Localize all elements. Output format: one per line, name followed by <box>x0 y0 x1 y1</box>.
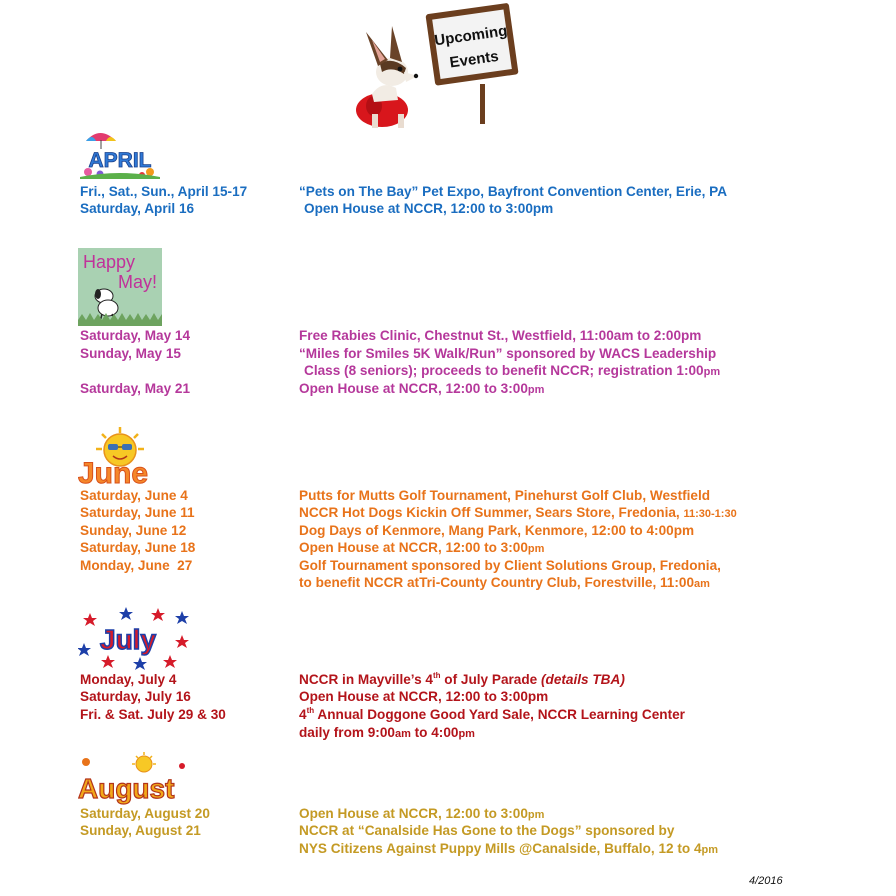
event-date: Sunday, August 21 <box>80 823 201 838</box>
event-date: Saturday, August 20 <box>80 806 210 821</box>
event-date: Fri. & Sat. July 29 & 30 <box>80 707 226 722</box>
event-date: Saturday, July 16 <box>80 689 191 704</box>
may-badge <box>78 248 162 326</box>
may-badge-line-1: Happy <box>83 252 136 272</box>
event-desc: NCCR in Mayville’s 4th of July Parade (details TBA) <box>299 671 625 687</box>
event-date: Saturday, May 21 <box>80 381 191 396</box>
event-desc: Putts for Mutts Golf Tournament, Pinehurst Golf Club, Westfield <box>299 488 711 503</box>
event-desc: Open House at NCCR, 12:00 to 3:00pm <box>299 689 549 704</box>
event-desc: NCCR Hot Dogs Kickin Off Summer, Sears Store, Fredonia, 11:30-1:30 <box>299 505 737 520</box>
event-desc-continued: NYS Citizens Against Puppy Mills @Canalside, Buffalo, 12 to 4pm <box>299 841 719 856</box>
june-badge <box>78 425 170 487</box>
event-date: Sunday, June 12 <box>80 523 187 538</box>
event-desc: Open House at NCCR, 12:00 to 3:00pm <box>299 381 545 396</box>
event-desc: 4th Annual Doggone Good Yard Sale, NCCR Learning Center <box>299 706 685 722</box>
event-desc: Dog Days of Kenmore, Mang Park, Kenmore, 12:00 to 4:00pm <box>299 523 695 538</box>
event-desc: NCCR at “Canalside Has Gone to the Dogs” sponsored by <box>299 823 675 838</box>
event-desc-continued: Class (8 seniors); proceeds to benefit NCCR; registration 1:00pm <box>304 363 721 378</box>
may-badge-line-2: May! <box>118 272 158 292</box>
august-badge-text: August <box>78 773 175 804</box>
event-date: Saturday, June 11 <box>80 505 195 520</box>
event-desc: “Miles for Smiles 5K Walk/Run” sponsored by WACS Leadership <box>299 346 717 361</box>
event-date: Monday, June 27 <box>80 558 193 573</box>
event-desc-continued: daily from 9:00am to 4:00pm <box>299 725 475 740</box>
sign-line-2: Events <box>448 47 500 72</box>
august-badge <box>78 752 194 806</box>
event-desc: Golf Tournament sponsored by Client Solutions Group, Fredonia, <box>299 558 721 573</box>
event-desc: Open House at NCCR, 12:00 to 3:00pm <box>299 540 545 555</box>
event-desc: Open House at NCCR, 12:00 to 3:00pm <box>299 806 545 821</box>
event-date: Saturday, May 14 <box>80 328 191 343</box>
event-date: Saturday, April 16 <box>80 201 195 216</box>
event-desc: Open House at NCCR, 12:00 to 3:00pm <box>304 201 554 216</box>
event-desc-continued: to benefit NCCR atTri-County Country Club, Forestville, 11:00am <box>299 575 710 590</box>
sign-line-1: Upcoming <box>433 22 509 50</box>
june-badge-text: June <box>78 457 149 487</box>
april-badge-text: APRIL <box>88 149 152 172</box>
footer-date: 4/2016 <box>749 875 783 887</box>
event-date: Monday, July 4 <box>80 672 177 687</box>
event-date: Saturday, June 4 <box>80 488 188 503</box>
event-desc: Free Rabies Clinic, Chestnut St., Westfield, 11:00am to 2:00pm <box>299 328 702 343</box>
july-badge-text: July <box>100 624 157 655</box>
april-badge <box>80 127 160 179</box>
dog-with-sign-illustration <box>352 2 522 130</box>
event-date: Sunday, May 15 <box>80 346 181 361</box>
event-desc: “Pets on The Bay” Pet Expo, Bayfront Convention Center, Erie, PA <box>299 184 728 199</box>
event-date: Fri., Sat., Sun., April 15-17 <box>80 184 248 199</box>
july-badge <box>78 605 196 671</box>
event-date: Saturday, June 18 <box>80 540 196 555</box>
